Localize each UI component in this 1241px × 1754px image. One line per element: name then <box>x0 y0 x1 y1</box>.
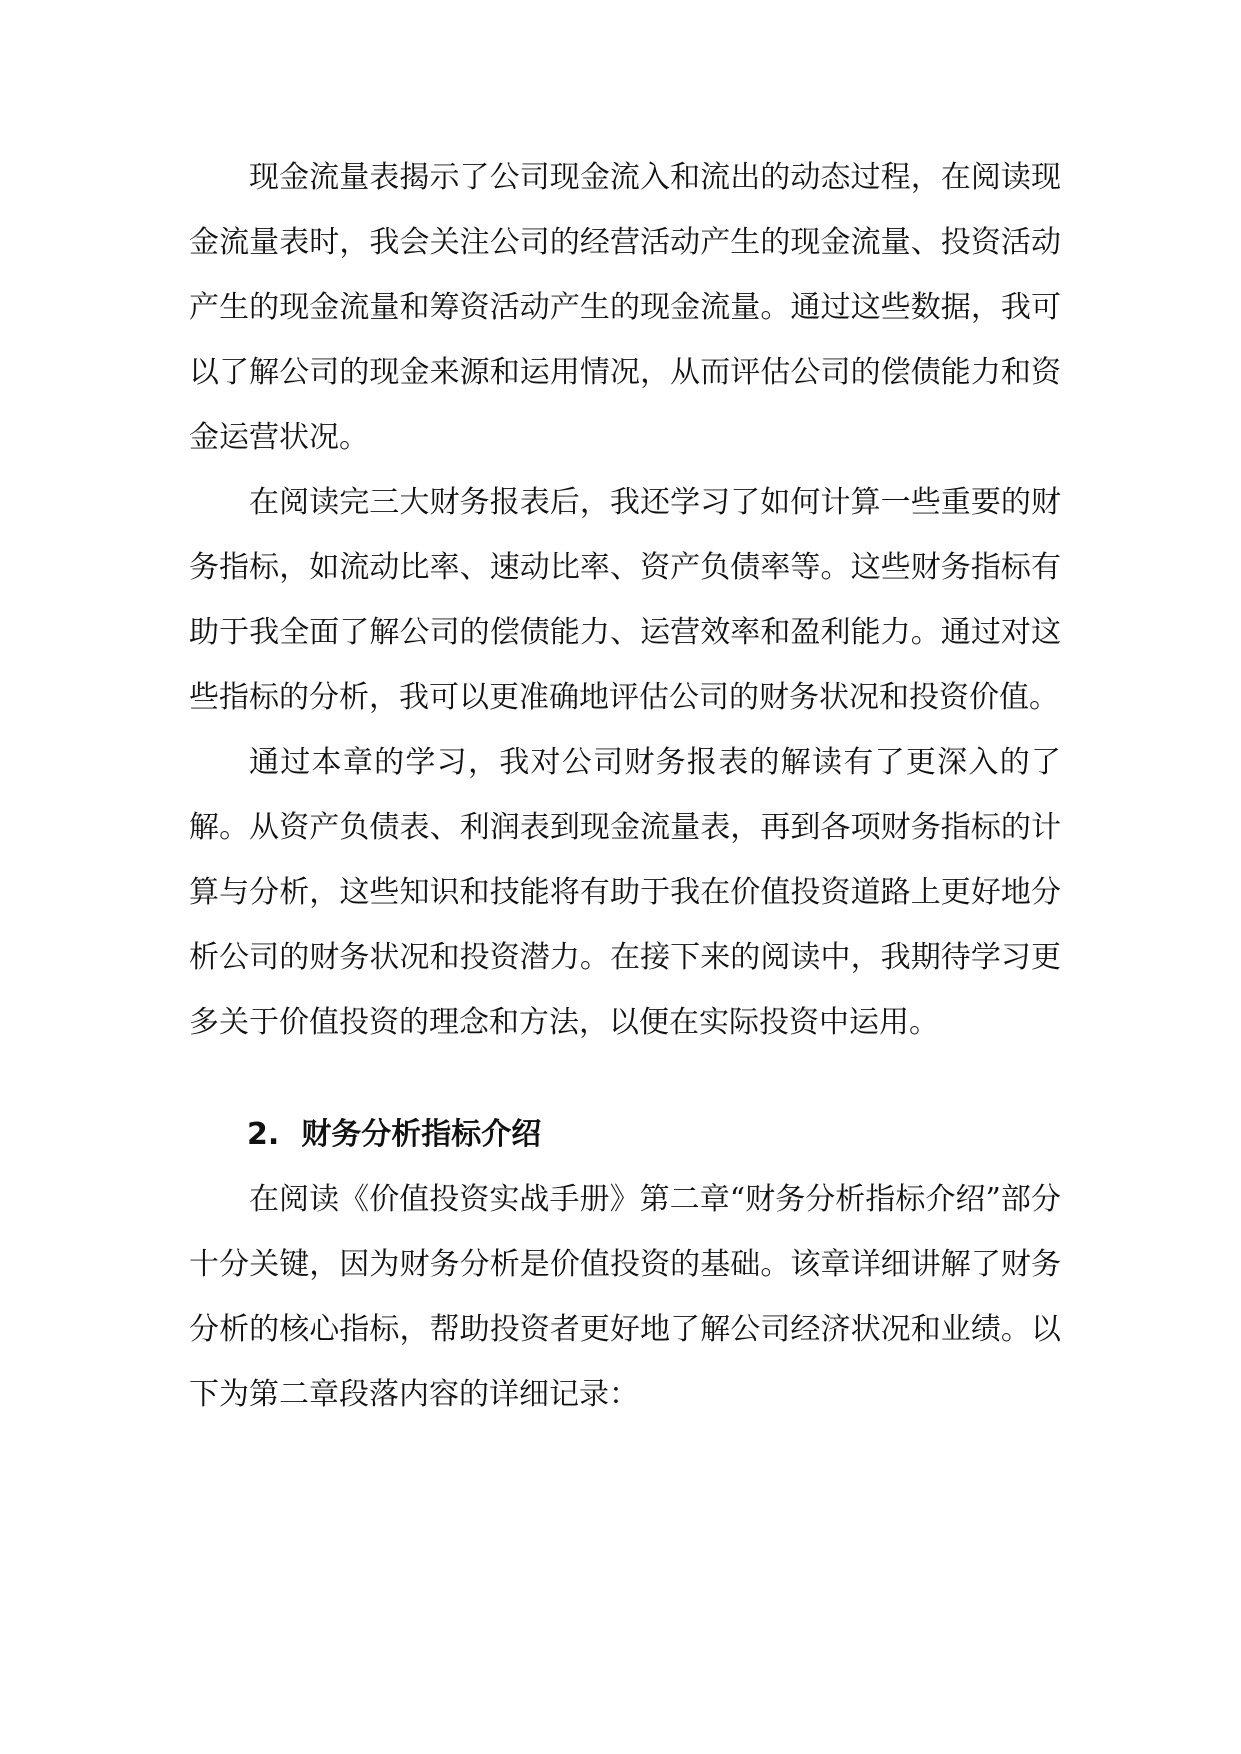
paragraph-cash-flow: 现金流量表揭示了公司现金流入和流出的动态过程，在阅读现金流量表时，我会关注公司的经营活动产生的现金流量、投资活动产生的现金流量和筹资活动产生的现金流量。通过这些数据，我可以了解公司的现金来源和运用情况，从而评估公司的偿债能力和资金运营状况。 <box>189 160 1061 455</box>
document-body <box>189 145 1061 1427</box>
section-number: 2. <box>247 1117 280 1152</box>
section-title: 财务分析指标介绍 <box>301 1117 542 1152</box>
paragraph-section-intro: 在阅读《价值投资实战手册》第二章“财务分析指标介绍”部分十分关键，因为财务分析是价值投资的基础。该章详细讲解了财务分析的核心指标，帮助投资者更好地了解公司经济状况和业绩。以下为第二章段落内容的详细记录： <box>189 1182 1061 1412</box>
paragraph-chapter-summary: 通过本章的学习，我对公司财务报表的解读有了更深入的了解。从资产负债表、利润表到现金流量表，再到各项财务指标的计算与分析，这些知识和技能将有助于我在价值投资道路上更好地分析公司的财务状况和投资潜力。在接下来的阅读中，我期待学习更多关于价值投资的理念和方法，以便在实际投资中运用。 <box>189 745 1061 1040</box>
section-heading <box>189 1102 1061 1167</box>
paragraph-financial-indicators: 在阅读完三大财务报表后，我还学习了如何计算一些重要的财务指标，如流动比率、速动比率、资产负债率等。这些财务指标有助于我全面了解公司的偿债能力、运营效率和盈利能力。通过对这些指标的分析，我可以更准确地评估公司的财务状况和投资价值。 <box>189 485 1061 715</box>
